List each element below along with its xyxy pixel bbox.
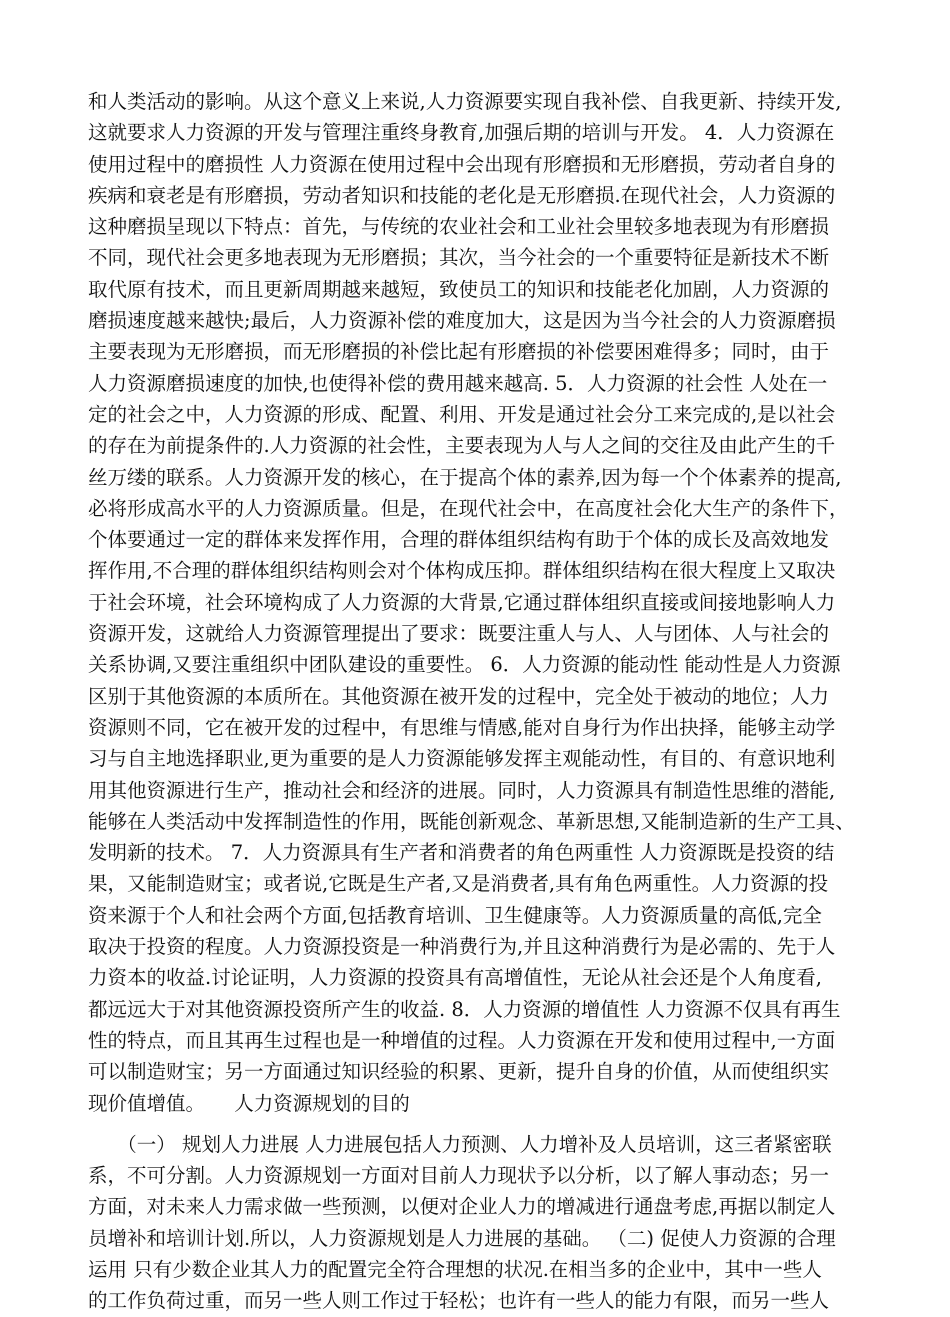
text-line: 磨损速度越来越快;最后，人力资源补偿的难度加大，这是因为当今社会的人力资源磨损 xyxy=(88,309,836,333)
paragraph-2 xyxy=(88,1129,864,1317)
text-line: 的工作负荷过重，而另一些人则工作过于轻松；也许有一些人的能力有限，而另一些人 xyxy=(88,1289,830,1313)
text-line: 资源则不同，它在被开发的过程中，有思维与情感,能对自身行为作出抉择，能够主动学 xyxy=(88,715,836,739)
paragraph-1 xyxy=(88,86,864,1119)
text-line: 和人类活动的影响。从这个意义上来说,人力资源要实现自我补偿、自我更新、持续开发, xyxy=(88,90,842,113)
text-line: 区别于其他资源的本质所在。其他资源在被开发的过程中，完全处于被动的地位；人力 xyxy=(88,684,830,708)
text-line: 定的社会之中，人力资源的形成、配置、利用、开发是通过社会分工来完成的,是以社会 xyxy=(88,402,836,426)
text-line: 力资本的收益.讨论证明，人力资源的投资具有高增值性，无论从社会还是个人角度看, xyxy=(88,966,822,990)
text-line: 于社会环境，社会环境构成了人力资源的大背景,它通过群体组织直接或间接地影响人力 xyxy=(88,590,836,614)
text-line: 都远远大于对其他资源投资所产生的收益. 8．人力资源的增值性 人力资源不仅具有再生 xyxy=(88,997,841,1021)
text-line: 使用过程中的磨损性 人力资源在使用过程中会出现有形磨损和无形磨损，劳动者自身的 xyxy=(88,152,836,176)
text-line: 现价值增值。 人力资源规划的目的 xyxy=(88,1091,410,1115)
text-line: 这种磨损呈现以下特点：首先，与传统的农业社会和工业社会里较多地表现为有形磨损 xyxy=(88,215,830,239)
text-line: 丝万缕的联系。人力资源开发的核心，在于提高个体的素养,因为每一个个体素养的提高, xyxy=(88,465,842,489)
text-line: 取决于投资的程度。人力资源投资是一种消费行为,并且这种消费行为是必需的、先于人 xyxy=(88,935,836,959)
text-line: 人力资源磨损速度的加快,也使得补偿的费用越来越高. 5．人力资源的社会性 人处在一 xyxy=(88,371,828,395)
text-line: 取代原有技术，而且更新周期越来越短，致使员工的知识和技能老化加剧，人力资源的 xyxy=(88,277,830,301)
text-line: 的存在为前提条件的.人力资源的社会性，主要表现为人与人之间的交往及由此产生的千 xyxy=(88,434,836,458)
text-line: 疾病和衰老是有形磨损，劳动者知识和技能的老化是无形磨损.在现代社会，人力资源的 xyxy=(88,183,836,207)
text-line: 关系协调,又要注重组织中团队建设的重要性。 6．人力资源的能动性 能动性是人力资源 xyxy=(88,653,841,677)
text-line: 果，又能制造财宝；或者说,它既是生产者,又是消费者,具有角色两重性。人力资源的投 xyxy=(88,872,829,896)
text-line: 挥作用,不合理的群体组织结构则会对个体构成压抑。群体组织结构在很大程度上又取决 xyxy=(88,559,836,583)
text-line: 主要表现为无形磨损，而无形磨损的补偿比起有形磨损的补偿要困难得多；同时，由于 xyxy=(88,340,830,364)
document-page xyxy=(88,86,864,1317)
text-line: 性的特点，而且其再生过程也是一种增值的过程。人力资源在开发和使用过程中,一方面 xyxy=(88,1028,836,1052)
text-line: （一） 规划人力进展 人力进展包括人力预测、人力增补及人员培训，这三者紧密联 xyxy=(88,1132,832,1156)
text-line: 运用 只有少数企业其人力的配置完全符合理想的状况.在相当多的企业中，其中一些人 xyxy=(88,1257,822,1281)
text-line: 可以制造财宝；另一方面通过知识经验的积累、更新，提升自身的价值，从而使组织实 xyxy=(88,1060,830,1084)
text-line: 习与自主地选择职业,更为重要的是人力资源能够发挥主观能动性，有目的、有意识地利 xyxy=(88,747,836,771)
paragraph-gap xyxy=(88,1119,864,1129)
text-line: 资来源于个人和社会两个方面,包括教育培训、卫生健康等。人力资源质量的高低,完全 xyxy=(88,903,822,927)
text-line: 用其他资源进行生产，推动社会和经济的进展。同时，人力资源具有制造性思维的潜能, xyxy=(88,778,836,802)
text-line: 不同，现代社会更多地表现为无形磨损；其次，当今社会的一个重要特征是新技术不断 xyxy=(88,246,830,270)
text-line: 这就要求人力资源的开发与管理注重终身教育,加强后期的培训与开发。 4．人力资源在 xyxy=(88,121,835,145)
text-line: 方面，对未来人力需求做一些预测，以便对企业人力的增减进行通盘考虑,再据以制定人 xyxy=(88,1195,836,1219)
text-line: 必将形成高水平的人力资源质量。但是，在现代社会中，在高度社会化大生产的条件下， xyxy=(88,496,849,520)
text-line: 资源开发，这就给人力资源管理提出了要求：既要注重人与人、人与团体、人与社会的 xyxy=(88,622,830,646)
text-line: 能够在人类活动中发挥制造性的作用，既能创新观念、革新思想,又能制造新的生产工具、 xyxy=(88,809,855,833)
text-line: 发明新的技术。 7．人力资源具有生产者和消费者的角色两重性 人力资源既是投资的结 xyxy=(88,841,835,865)
text-line: 员增补和培训计划.所以，人力资源规划是人力进展的基础。 （二) 促使人力资源的合理 xyxy=(88,1226,836,1250)
text-line: 个体要通过一定的群体来发挥作用，合理的群体组织结构有助于个体的成长及高效地发 xyxy=(88,528,830,552)
text-line: 系，不可分割。人力资源规划一方面对目前人力现状予以分析，以了解人事动态；另一 xyxy=(88,1164,830,1188)
